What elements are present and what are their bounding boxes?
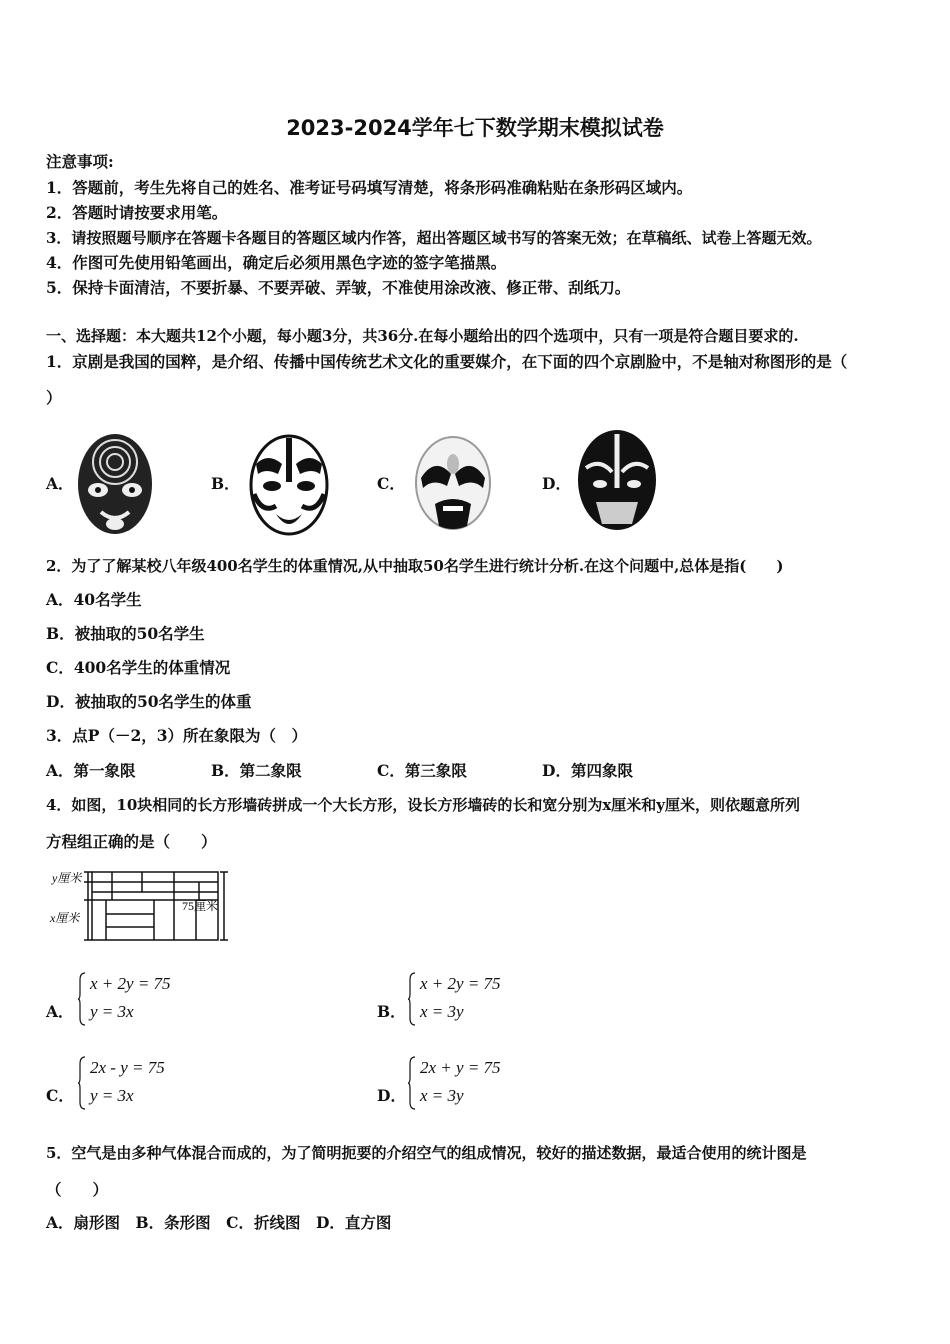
equation-1: 2x - y = 75 (90, 1058, 165, 1077)
opera-mask-b-icon (248, 434, 330, 536)
q3-option: C．第三象限 (377, 761, 467, 780)
question-4-line2: 方程组正确的是（ ） (46, 832, 217, 851)
opera-mask-d-icon (576, 428, 658, 532)
question-1-line1: 1．京剧是我国的国粹，是介绍、传播中国传统艺术文化的重要媒介，在下面的四个京剧脸中，不是轴对称图形的是（ (46, 352, 848, 371)
q4-option-b-label: B． (377, 1002, 406, 1021)
q4-option-d-label: D． (377, 1086, 406, 1105)
q2-option: D．被抽取的50名学生的体重 (46, 692, 252, 711)
q3-option: B．第二象限 (211, 761, 302, 780)
equation-2: x = 3y (420, 1002, 464, 1021)
q2-option: A．40名学生 (46, 590, 142, 609)
q3-option: A．第一象限 (46, 761, 136, 780)
question-3-stem: 3．点P（－2，3）所在象限为（ ） (46, 726, 308, 745)
q1-option-a-label: A． (46, 474, 74, 493)
opera-mask-a-icon (76, 432, 154, 536)
equation-2: y = 3x (90, 1086, 134, 1105)
notice-item: 3．请按照题号顺序在答题卡各题目的答题区域内作答，超出答题区域书写的答案无效；在草稿纸、试卷上答题无效。 (46, 229, 822, 247)
q1-option-d-label: D． (542, 474, 571, 493)
opera-mask-c-icon (413, 434, 493, 532)
q2-option: C．400名学生的体重情况 (46, 658, 231, 677)
y-label: y厘米 (52, 871, 82, 885)
equation-2: x = 3y (420, 1086, 464, 1105)
notice-item: 4．作图可先使用铅笔画出，确定后必须用黑色字迹的签字笔描黑。 (46, 253, 507, 272)
question-2-stem: 2．为了了解某校八年级400名学生的体重情况,从中抽取50名学生进行统计分析.在这个问题中,总体是指( ) (46, 557, 784, 575)
question-1-line2: ） (46, 388, 62, 407)
q4-option-c-label: C． (46, 1086, 74, 1105)
equation-1: x + 2y = 75 (420, 974, 501, 993)
q1-option-b-label: B． (211, 474, 240, 493)
q2-option: B．被抽取的50名学生 (46, 624, 205, 643)
question-5-line2: （ ） (46, 1180, 109, 1199)
notice-item: 5．保持卡面清洁，不要折暴、不要弄破、弄皱，不准使用涂改液、修正带、刮纸刀。 (46, 278, 631, 297)
q1-option-c-label: C． (377, 474, 405, 493)
x-label: x厘米 (50, 911, 80, 925)
equation-2: y = 3x (90, 1002, 134, 1021)
notice-item: 2．答题时请按要求用笔。 (46, 203, 228, 222)
equation-1: x + 2y = 75 (90, 974, 171, 993)
q4-option-a-label: A． (46, 1002, 74, 1021)
height-label: 75厘米 (182, 899, 219, 913)
section-heading: 一、选择题：本大题共12个小题，每小题3分，共36分.在每小题给出的四个选项中，只有一项是符合题目要求的. (46, 327, 799, 345)
page-title: 2023-2024学年七下数学期末模拟试卷 (286, 116, 664, 140)
question-5-line1: 5．空气是由多种气体混合而成的，为了简明扼要的介绍空气的组成情况，较好的描述数据，最适合使用的统计图是 (46, 1144, 807, 1162)
brick-wall-figure (44, 862, 244, 944)
notice-heading: 注意事项: (46, 152, 114, 171)
q5-options: A．扇形图 B．条形图 C．折线图 D．直方图 (46, 1213, 392, 1232)
question-4-line1: 4．如图，10块相同的长方形墙砖拼成一个大长方形，设长方形墙砖的长和宽分别为x厘米和y厘米，则依题意所列 (46, 796, 800, 814)
equation-1: 2x + y = 75 (420, 1058, 501, 1077)
notice-item: 1．答题前，考生先将自己的姓名、准考证号码填写清楚，将条形码准确粘贴在条形码区域内。 (46, 178, 693, 197)
q3-option: D．第四象限 (542, 761, 633, 780)
